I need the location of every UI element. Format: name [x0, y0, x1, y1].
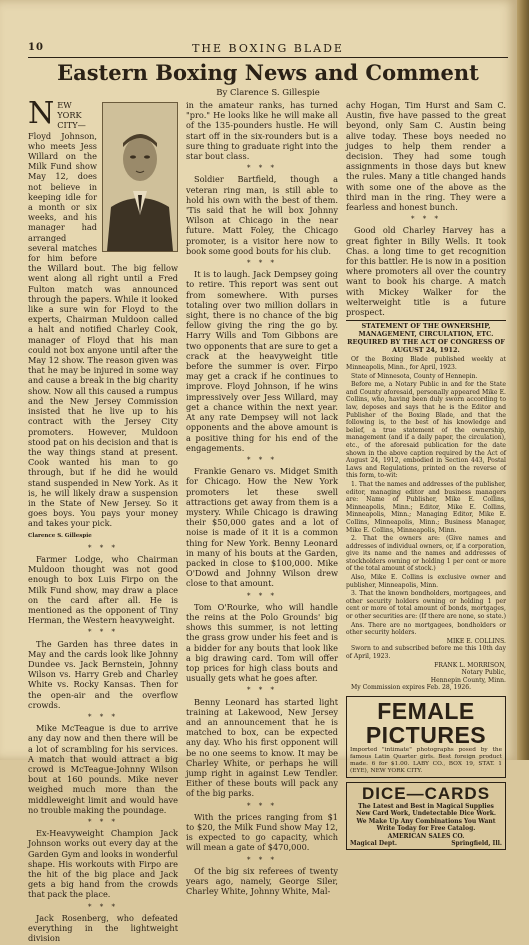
dice-cards-ad [346, 782, 506, 850]
statement-paragraph: Of the Boxing Blade published weekly at Minneapolis, Minn., for April, 1923. [346, 356, 506, 372]
ad-body: Imported "intimate" photographs posed by the famous Latin Quarter girls. Best foreign product made. 6 for $1.00. LABY CO., BOX 19, STAT. 1 (EYE), NEW YORK CITY. [350, 746, 502, 774]
statement-signer: MIKE E. COLLINS. [446, 637, 506, 645]
notary-county: Hennepin County, Minn. [430, 676, 506, 684]
article-paragraph: Ex-Heavyweight Champion Jack Johnson works out every day at the Garden Gym and looks in wonderful shape. His workouts with Firpo are the hit of the big place and Jack gets a big hand from the crowds that pack the place. [28, 828, 178, 900]
section-divider: * * * [247, 686, 277, 695]
section-divider: * * * [247, 591, 277, 600]
drop-cap: N [28, 96, 55, 131]
ad-company: AMERICAN SALES CO. [387, 832, 465, 840]
section-divider: * * * [88, 902, 118, 911]
article-paragraph: Frankie Genaro vs. Midget Smith for Chicago. How the New York promoters let these swell attractions get away from them is a mystery. While Chicago is drawing their $50,000 gates and a lot of noise is made of it it is a common thing for New York. Benny Leonard in many of his bouts at the Garden, packed in close to $100,000. Mike O'Dowd and Johnny Wilson drew close to that amount. [186, 466, 338, 589]
lead-paragraph: N EW YORK CITY—Floyd Johnson, who meets Jess Willard on the Milk Fund show May 12, does not believe in keeping idle for a month or six weeks, and his manager had arranged several matches for him before the Willard bout. The big fellow went along all right until a Fred Fulton match was announced through the papers. While it looked like a sure win for Floyd to the experts, Chairman Muldoon called a halt and notified Charley Cook, manager of Floyd that his man could not box anyone until after the May 12 show. The reason given was that he may be injured in some way and cause a break in the big charity show. Now all this caused a rumpus and the New Jersey Commission insisted that he live up to his contract with the Jersey City promoters. However, Muldoon stood pat on his decision and that is the way things stand at present. Cook wanted his man to go through, but if he did he would stand suspended in New York. As it is, he will likely draw a suspension in the State of New Jersey. So it goes boys. You pays your money and takes your pick. [28, 96, 178, 529]
ad-line: The Latest and Best in Magical Supplies [358, 802, 494, 810]
article-paragraph: With the prices ranging from $1 to $20, the Milk Fund show May 12, is expected to go capacity, which will mean a gate of $470,000. [186, 811, 338, 853]
statement-rule [346, 320, 506, 321]
article-paragraph: Mike McTeague is due to arrive any day now and then there will be a lot of scrambling for his services. A match that would attract a big crowd is McTeague-Johnny Wilson bout at 160 pounds. Mike never weighed much more than the middleweight limit and would have no trouble making the poundage. [28, 723, 178, 815]
page-number: 10 [28, 42, 44, 53]
section-divider: * * * [247, 164, 277, 173]
ad-title: DICE—CARDS [361, 783, 491, 803]
article-paragraph: Tom O'Rourke, who will handle the reins at the Polo Grounds' big shows this summer, is not letting the grass grow under his feet and is a bidder for any bouts that look like a big drawing card. Tom will offer top prices for high class bouts and usually gets what he goes after. [186, 601, 338, 684]
statement-paragraph: State of Minnesota, County of Hennepin. [351, 372, 478, 380]
statement-paragraph: 2. That the owners are: (Give names and addresses of individual owners, or, if a corporation, give its name and the names and addresses of stockholders owning or holding 1 per cent or more of the total amount of stock.) [346, 535, 506, 573]
byline: By Clarence S. Gillespie [216, 88, 320, 98]
statement-paragraph: 3. That the known bondholders, mortgagees, and other security holders owning or holding 1 per cent or more of total amount of bonds, mortgages, or other securities are: (If there are none, so state.) [346, 590, 506, 621]
ad-footer [350, 840, 502, 847]
ad-line: New Card Work, Undetectable Dice Work. [355, 810, 496, 818]
article-column-2 [186, 100, 338, 898]
section-divider: * * * [88, 712, 118, 721]
article-paragraph: achy Hogan, Tim Hurst and Sam C. Austin, five have passed to the great beyond, only Sam C. Austin being alive today. These boys needed no judges to help them render a decision. They had some tough assignments in those days but knew the rules. Many a title changed hands with some one of the above as the third man in the ring. They were a fearless and honest bunch. [346, 100, 506, 213]
author-photo [102, 102, 178, 252]
statement-paragraph: 1. That the names and addresses of the publisher, editor, managing editor and business managers are: Name of Publisher, Mike E. Collins, Minneapolis, Minn.; Editor, Mike E. Collins, Minneapolis, Minn.; Managing Editor, Mike E. Collins, Minneapolis, Minn.; Business Manager, Mike E. Collins, Minneapolis, Minn. [346, 480, 506, 534]
section-divider: * * * [88, 818, 118, 827]
section-divider: * * * [247, 259, 277, 268]
running-head [28, 42, 508, 58]
statement-paragraph: Ans. There are no mortgagees, bondholders or other security holders. [346, 621, 506, 637]
article-paragraph: The Garden has three dates in May and the cards look like Johnny Dundee vs. Jack Bernstein, Johnny Wilson vs. Harry Greb and Charley White vs. Rocky Kansas. Then for the open-air and the overflow crowds. [28, 638, 178, 710]
notary-title: Notary Public, [461, 669, 506, 677]
statement-paragraph: Also, Mike E. Collins is exclusive owner and publisher, Minneapolis, Minn. [346, 574, 506, 589]
ad-title: FEMALE PICTURES [365, 697, 487, 748]
article-column-1 [28, 96, 178, 945]
photo-caption: Clarence S. Gillespie [28, 532, 92, 539]
notary-commission: My Commission expires Feb. 28, 1926. [351, 684, 472, 692]
ad-city: Springfield, Ill. [451, 840, 502, 848]
female-pictures-ad [346, 696, 506, 778]
ad-dept: Magical Dept. [350, 840, 397, 848]
statement-heading: STATEMENT OF THE OWNERSHIP, MANAGEMENT, CIRCULATION, ETC. REQUIRED BY THE ACT OF CONGRESS OF AUGUST 24, 1912. [347, 322, 505, 354]
article-paragraph: It is to laugh. Jack Dempsey going to retire. This report was sent out from somewhere. With purses totaling over two million dollars in sight, there is no chance of the big fellow giving the ring the go by. Harry Wills and Tom Gibbons are two opponents that are sure to get a crack at the heavyweight title before the summer is over. Firpo may get a crack if he continues to improve. Floyd Johnson, if he wins impressively over Jess Willard, may get a chance within the next year. At any rate Dempsey will not lack opponents and the above amount is a positive thing for his end of the engagements. [186, 269, 338, 453]
article-paragraph: Benny Leonard has started light training at Lakewood, New Jersey and an announcement that he is matched to box, can be expected any day. Who his first opponent will be no one seems to know. It may be Charley White, or perhaps he will jump right in against Lew Tendler. Either of these bouts will pack any of the big parks. [186, 696, 338, 799]
article-paragraph: Good old Charley Harvey has a great fighter in Billy Wells. It took Chas. a long time to get recognition for this battler. He is now in a position where promoters all over the country want to book his charge. A match with Mickey Walker for the welterweight title is a future prospect. [346, 225, 506, 318]
article-paragraph: Of the big six referees of twenty years ago, namely, George Siler, Charley White, Johnny White, Mal- [186, 865, 338, 897]
article-column-3 [346, 100, 506, 850]
ownership-statement [346, 323, 506, 692]
article-paragraph: Farmer Lodge, who Chairman Muldoon thought was not good enough to box Luis Firpo on the Milk Fund show, may draw a place on the card after all. He is mentioned as the opponent of Tiny Herman, the Western heavyweight. [28, 553, 178, 626]
headline: Eastern Boxing News and Comment [57, 60, 479, 85]
ad-line: Write Today for Free Catalog. [376, 825, 476, 833]
statement-paragraph: Before me, a Notary Public in and for the State and County aforesaid, personally appeared Mike E. Collins, who, having been duly sworn according to law, deposes and says that he is the Editor and Publisher of the Boxing Blade, and that the following is, to the best of his knowledge and belief, a true statement of the ownership, management (and if a daily paper, the circulation), etc., of the aforesaid publication for the date shown in the above caption required by the Act of August 24, 1912, embodied in Section 443, Postal Laws and Regulations, printed on the reverse of this form, to-wit: [346, 381, 506, 480]
section-divider: * * * [88, 628, 118, 637]
section-divider: * * * [88, 543, 118, 552]
section-divider: * * * [247, 801, 277, 810]
statement-sworn: Sworn to and subscribed before me this 10th day of April, 1923. [346, 645, 506, 661]
article-paragraph: in the amateur ranks, has turned "pro." He looks like he will make all of the 135-pounders hustle. He will start off in the six-rounders but is a sure thing to graduate right into the star bout class. [186, 100, 338, 162]
section-divider: * * * [247, 455, 277, 464]
section-divider: * * * [247, 855, 277, 864]
article-paragraph: Soldier Bartfield, though a veteran ring man, is still able to hold his own with the best of them. 'Tis said that he will box Johnny Wilson at Chicago in the near future. Matt Foley, the Chicago promoter, is a visitor here now to book some good bouts for his club. [186, 174, 338, 256]
author-portrait-image [103, 103, 177, 251]
section-divider: * * * [411, 215, 441, 224]
ad-line: We Make Up Any Combinations You Want [356, 817, 496, 825]
page-binding-edge [517, 0, 529, 760]
header-rule [28, 57, 508, 58]
masthead: THE BOXING BLADE [192, 42, 344, 55]
article-paragraph: Jack Rosenberg, who defeated everything in the lightweight division [28, 912, 178, 944]
notary-name: FRANK L. MORRISON, [434, 661, 506, 669]
